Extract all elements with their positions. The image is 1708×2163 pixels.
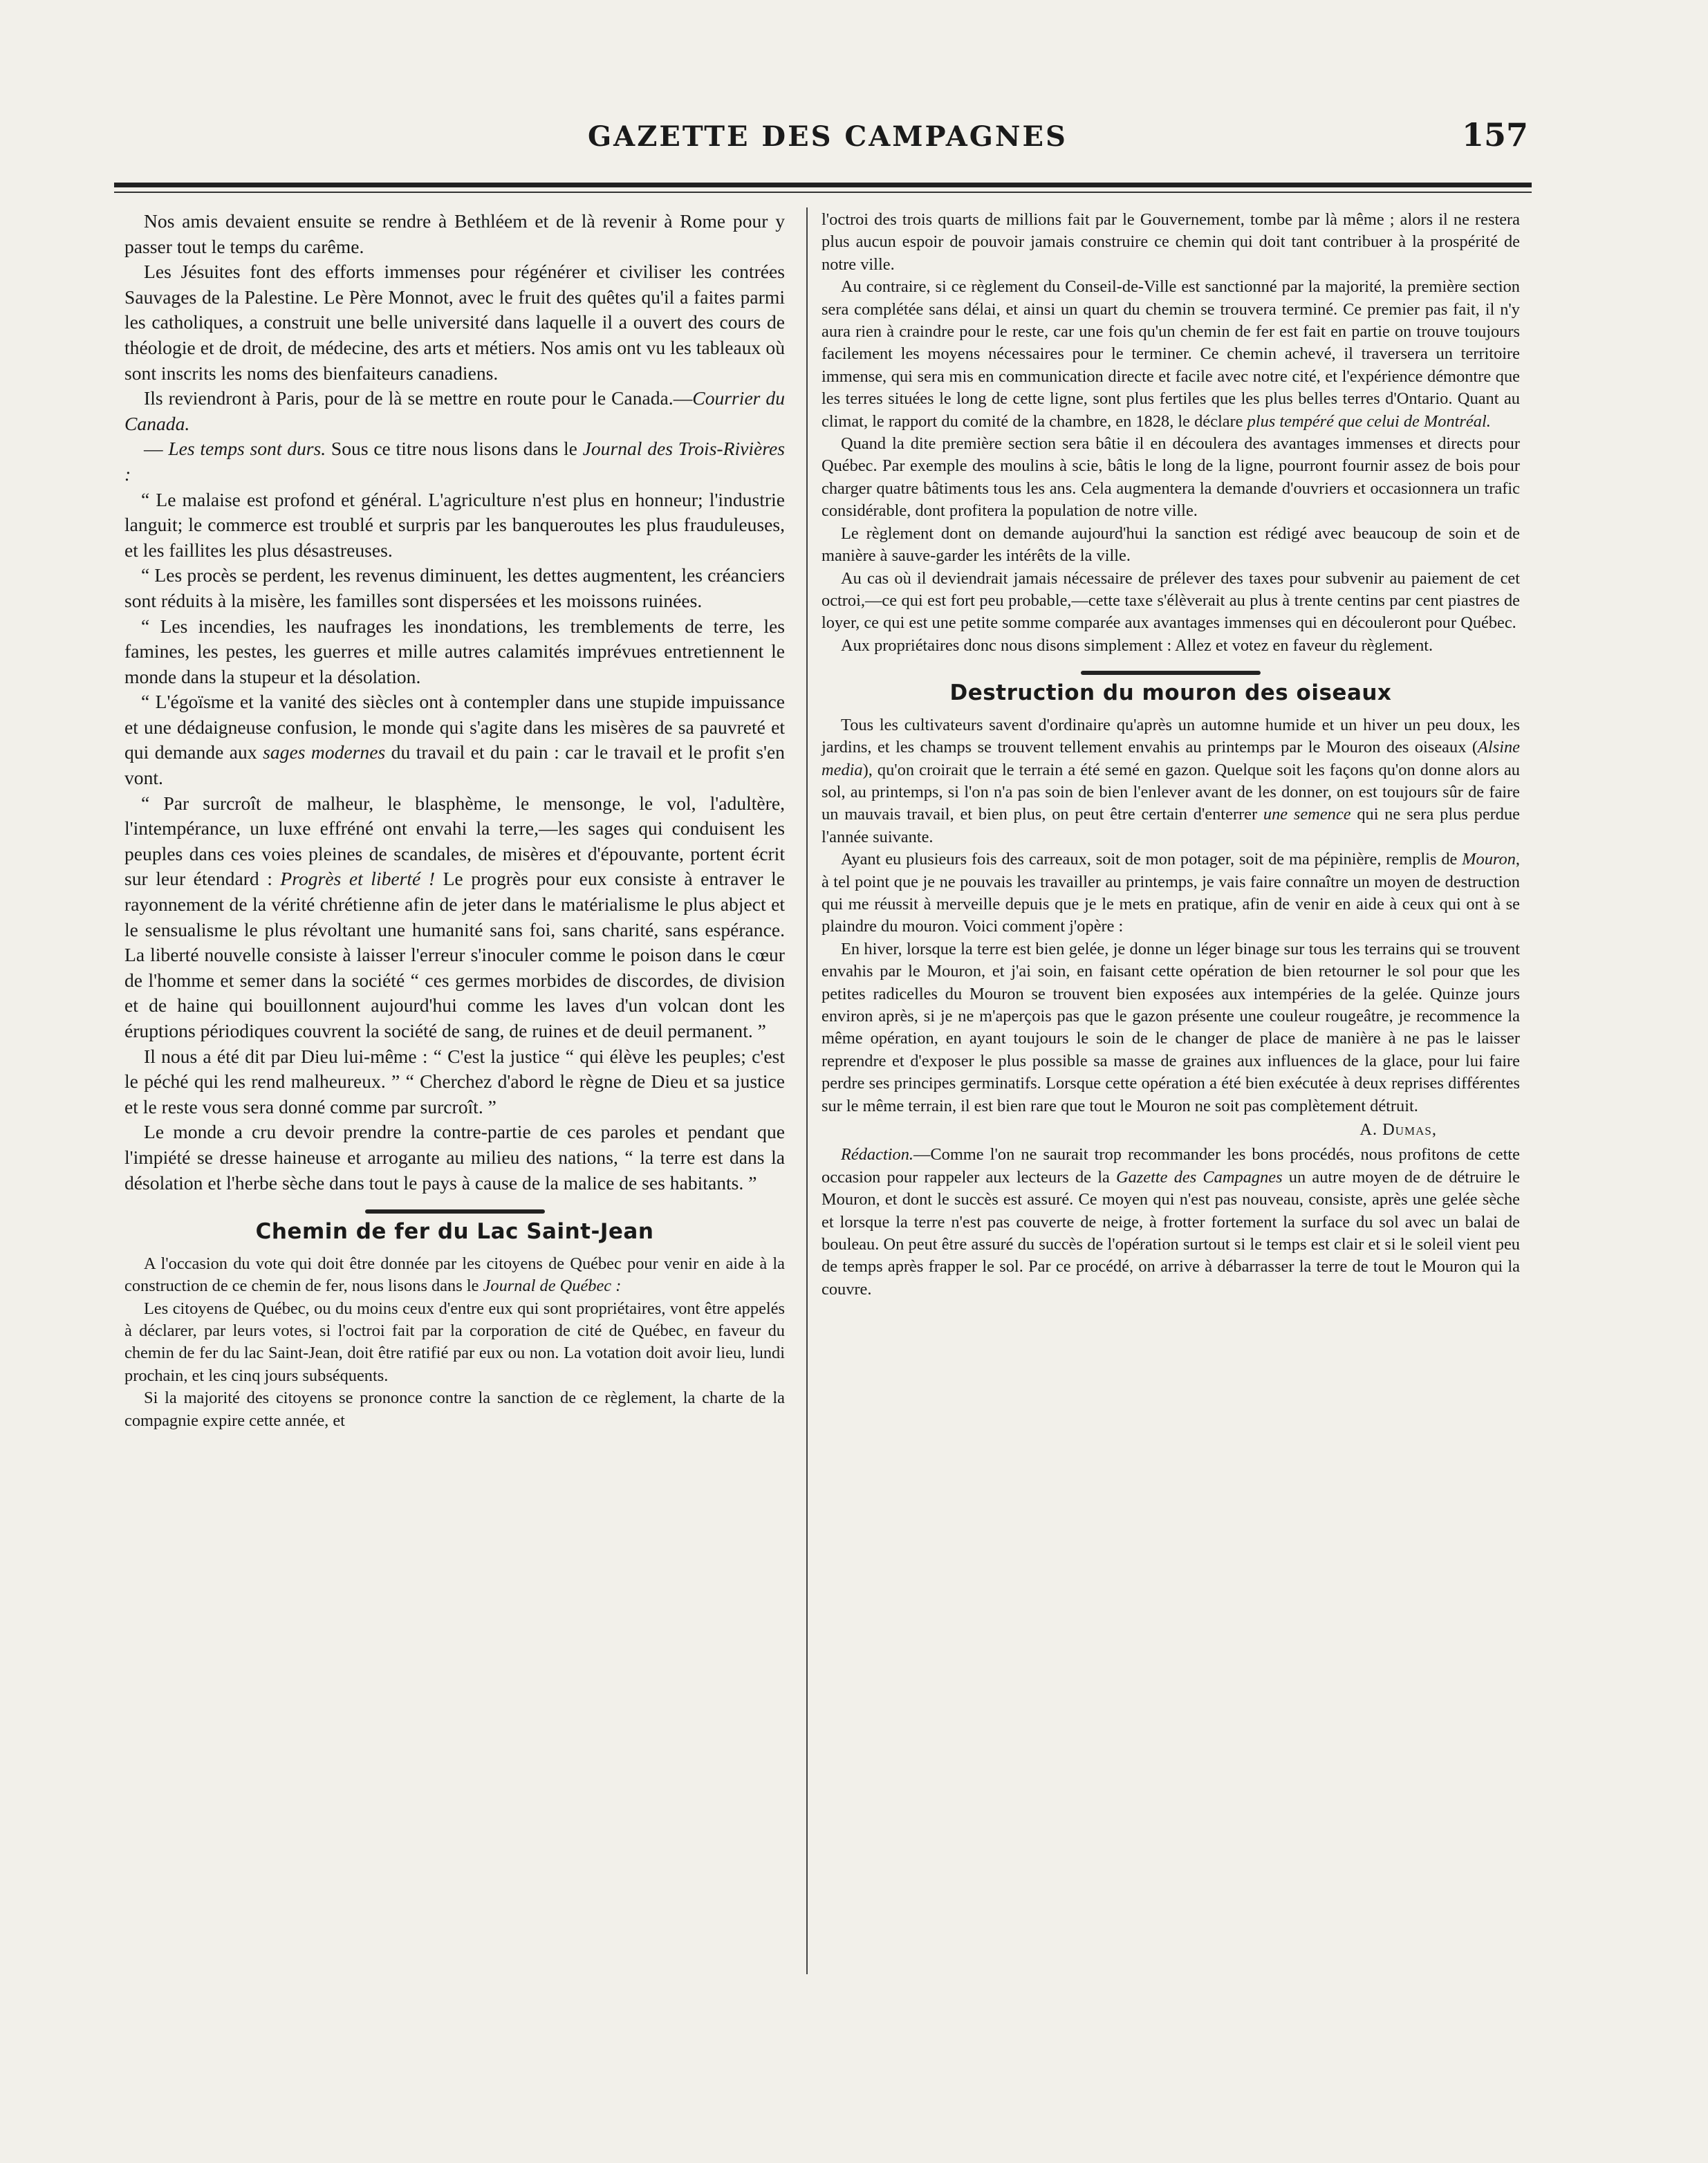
paragraph: Le règlement dont on demande aujourd'hui la sanction est rédigé avec beaucoup de soin et de manière à sauve-garder les intérêts de la ville. xyxy=(821,523,1520,566)
quote-paragraph: “ Le malaise est profond et général. L'agriculture n'est plus en honneur; l'industrie languit; le commerce est troublé et surpris par les banqueroutes les plus frauduleuses, et les faillites les plus désastreuses. xyxy=(124,488,785,561)
article-title: Les temps sont durs. xyxy=(168,438,326,460)
paragraph: Il nous a été dit par Dieu lui-même : “ C'est la justice “ qui élève les peuples; c'est le péché qui les rend malheureux. ” “ Cherchez d'abord le règne de Dieu et sa justice et le reste vous sera donné comme par surcroît. ” xyxy=(124,1045,785,1117)
quote-text: “ Par surcroît de malheur, le blasphème, le mensonge, le vol, l'adultère, l'intempérance, un luxe effréné ont envahi la terre,—les sages qui conduisent les peuples dans ces voies pleines de scandales, de misères et d'épouvante, portent écrit sur leur étendard : xyxy=(124,792,785,890)
paragraph-text: A l'occasion du vote qui doit être donnée par les citoyens de Québec pour venir en aide à la construction de ce chemin de fer, nous lisons dans le xyxy=(124,1254,785,1296)
source-citation: Courrier du Canada. xyxy=(124,387,785,434)
page-header xyxy=(111,116,1528,165)
paragraph: Quand la dite première section sera bâtie il en découlera des avantages immenses et directs pour Québec. Par exemple des moulins à scie, bâtis le long de la ligne, pourront fournir assez de bois pour charger quatre bâtiments tous les ans. Cela augmentera la demande d'ouvriers et occasionnera un trafic considérable, dont profitera la population de notre ville. xyxy=(821,434,1520,521)
journal-name: Journal de Québec : xyxy=(483,1277,622,1296)
journal-name: Journal des Trois-Rivières : xyxy=(124,438,786,485)
emphasis: Progrès et liberté ! xyxy=(280,868,436,890)
section-title: Destruction du mouron des oiseaux xyxy=(949,680,1392,706)
editorial-label: Rédaction. xyxy=(841,1145,913,1164)
paragraph-text: Au contraire, si ce règlement du Conseil-de-Ville est sanctionné par la majorité, la première section sera complétée sans délai, et ainsi un quart du chemin se trouvera terminé. Ce premier pas fait, il n'y aura rien à craindre pour le reste, car une fois qu'un chemin de fer est fait en partie on trouve toujours facilement les moyens nécessaires pour le terminer. Ce chemin achevé, il traversera un territoire immense, qui sera mis en communication directe et facile avec notre cité, et l'expérience démontre que les terres situées le long de cette ligne, sont plus fertiles que les plus belles terres d'Ontario. Quant au climat, le rapport du comité de la chambre, en 1828, le déclare xyxy=(821,277,1520,431)
paragraph: Les Jésuites font des efforts immenses pour régénérer et civiliser les contrées Sauvages de la Palestine. Le Père Monnot, avec le fruit des quêtes qu'il a faites parmi les catholiques, a construit une belle université dans laquelle il a ouvert des cours de théologie et de droit, de médecine, des arts et métiers. Nos amis ont vu les tableaux où sont inscrits les noms des bienfaiteurs canadiens. xyxy=(124,261,785,384)
section-title: Chemin de fer du Lac Saint-Jean xyxy=(255,1219,654,1245)
quote-text: du travail et du pain : car le travail et le profit s'en vont. xyxy=(124,741,785,789)
paragraph xyxy=(821,276,1520,433)
paragraph-text: Ils reviendront à Paris, pour de là se mettre en route pour le Canada.— xyxy=(144,387,693,409)
paragraph xyxy=(821,848,1520,938)
column-divider xyxy=(806,207,808,1974)
paragraph: Nos amis devaient ensuite se rendre à Bethléem et de là revenir à Rome pour y passer tout le temps du carême. xyxy=(124,210,785,257)
quote-text: “ L'égoïsme et la vanité des siècles ont à contempler dans une stupide impuissance et une dédaigneuse confusion, le monde qui s'agite dans les misères de sa pauvreté et qui demande aux xyxy=(124,691,785,763)
paragraph xyxy=(821,714,1520,848)
left-column xyxy=(124,209,785,1432)
page-number: 157 xyxy=(1461,116,1528,154)
latin-name: Alsine media xyxy=(821,738,1520,779)
quote-paragraph xyxy=(124,791,785,1044)
quote-paragraph: “ Les incendies, les naufrages les inondations, les tremblements de terre, les famines, les pestes, les guerres et mille autres calamités imprévues entretiennent le monde dans la stupeur et la désolation. xyxy=(124,615,785,687)
paragraph-text: —Comme l'on ne saurait trop recommander les bons procédés, nous profitons de cette occasion pour rappeler aux lecteurs de la xyxy=(821,1145,1520,1187)
paragraph-text: un autre moyen de de détruire le Mouron, et dont le succès est assuré. Ce moyen qui n'est pas nouveau, consiste, après une gelée sèche et lorsque la terre n'est pas couverte de neige, à frotter fortement la surface du sol avec un balai de bouleau. On peut être assuré du succès de l'opération surtout si le temps est clair et si le soleil vient peu de temps après frapper le sol. Par ce procédé, on arrive à débarrasser la terre de tout le Mouron qui la couvre. xyxy=(821,1167,1520,1299)
paragraph: Aux propriétaires donc nous disons simplement : Allez et votez en faveur du règlement. xyxy=(841,635,1433,655)
paragraph-text: Sous ce titre nous lisons dans le xyxy=(326,438,583,460)
paragraph: Les citoyens de Québec, ou du moins ceux d'entre eux qui sont propriétaires, vont être appelés à déclarer, par leurs votes, si l'octroi fait par la corporation de cité de Québec, en faveur du chemin de fer du lac Saint-Jean, doit être ratifié par eux ou non. La votation doit avoir lieu, lundi prochain, et les cinq jours subséquents. xyxy=(124,1299,785,1385)
emphasis: sages modernes xyxy=(263,741,386,763)
author-signature: A. Dumas, xyxy=(1359,1120,1437,1140)
paragraph: Le monde a cru devoir prendre la contre-partie de ces paroles et pendant que l'impiété se dresse haineuse et arrogante au milieu des nations, “ la terre est dans la désolation et l'herbe sèche dans tout le pays à cause de la malice de ses habitants. ” xyxy=(124,1121,785,1194)
paragraph: l'octroi des trois quarts de millions fait par le Gouvernement, tombe par là même ; alors il ne restera plus aucun espoir de pouvoir jamais construire ce chemin qui doit tant contribuer à la prospérité de notre ville. xyxy=(821,210,1520,274)
dash: — xyxy=(144,438,169,460)
publication-name: Gazette des Campagnes xyxy=(1116,1167,1283,1187)
right-column xyxy=(821,209,1520,1301)
paragraph-text: , à tel point que je ne pouvais les travailler au printemps, je vais faire connaître un moyen de destruction qui me réussit à merveille depuis que je le mets en pratique, afin de venir en aide à ceux qui ont à se plaindre du mouron. Voici comment j'opère : xyxy=(821,850,1520,936)
paragraph: En hiver, lorsque la terre est bien gelée, je donne un léger binage sur tous les terrains qui se trouvent envahis par le Mouron, et j'ai soin, en faisant cette opération de bien retourner le sol pour que les petites radicelles du Mouron se trouvent bien exposées aux intempéries de la gelée. Quinze jours environ après, si je ne m'aperçois pas que le gazon présente une couleur rougeâtre, je recommence la même opération, en ayant toujours le soin de le changer de place de manière à ne pas le laisser reprendre et d'exposer le plus possible sa masse de graines aux influences de la glace, pour lui faire perdre ses principes germinatifs. Lorsque cette opération a été bien exécutée à deux reprises différentes sur le même terrain, il est bien rare que tout le Mouron ne soit pas complètement détruit. xyxy=(821,939,1520,1115)
paragraph-text: Ayant eu plusieurs fois des carreaux, soit de mon potager, soit de ma pépinière, remplis de xyxy=(841,850,1463,869)
masthead-title: GAZETTE DES CAMPAGNES xyxy=(588,120,1068,153)
quote-text: Le progrès pour eux consiste à entraver le rayonnement de la vérité chrétienne afin de jeter dans le matérialisme le plus abject et le sensualisme le plus révoltant une humanité sans foi, sans charité, sans espérance. La liberté nouvelle consiste à laisser l'erreur s'inoculer comme le poison dans le cœur de l'homme et semer dans la société “ ces germes morbides de discordes, de division et de haine qui bouillonnent aujourd'hui comme les laves d'un volcan dont les éruptions périodiques couvrent la société de sang, de ruines et de deuil permanent. ” xyxy=(124,868,786,1041)
paragraph-text: ), qu'on croirait que le terrain a été semé en gazon. Quelque soit les façons qu'on donne alors au sol, au printemps, si l'on n'a pas soin de bien l'enlever avant de les donner, on est toujours sûr de faire un mauvais travail, et bien plus, on peut être certain d'enterrer xyxy=(821,760,1520,824)
paragraph xyxy=(821,1144,1520,1301)
emphasis: Mouron xyxy=(1462,850,1516,869)
quote-paragraph: “ Les procès se perdent, les revenus diminuent, les dettes augmentent, les créanciers sont réduits à la misère, les familles sont dispersées et les moissons ruinées. xyxy=(124,564,785,611)
paragraph: Si la majorité des citoyens se prononce contre la sanction de ce règlement, la charte de la compagnie expire cette année, et xyxy=(124,1389,785,1430)
paragraph xyxy=(124,386,785,436)
paragraph-text: qui ne sera plus perdue l'année suivante. xyxy=(821,805,1520,846)
paragraph xyxy=(124,436,785,487)
emphasis: plus tempéré que celui de Montréal. xyxy=(1247,411,1491,431)
paragraph-text: Tous les cultivateurs savent d'ordinaire qu'après un automne humide et un hiver un peu doux, les jardins, et les champs se trouvent tellement envahis au printemps par le Mouron des oiseaux ( xyxy=(821,715,1520,757)
quote-paragraph xyxy=(124,689,785,790)
paragraph xyxy=(124,1253,785,1298)
header-rule xyxy=(114,183,1532,187)
emphasis: une semence xyxy=(1263,805,1351,824)
section-rule xyxy=(1081,671,1261,675)
section-rule xyxy=(365,1209,545,1214)
paragraph: Au cas où il deviendrait jamais nécessaire de prélever des taxes pour subvenir au paiement de cet octroi,—ce qui est fort peu probable,—cette taxe s'élèverait au plus à trente centins par cent piastres de loyer, ce qui est une petite somme comparée aux avantages immenses qui en découleront pour Québec. xyxy=(821,568,1520,633)
header-rule-thin xyxy=(114,192,1532,193)
